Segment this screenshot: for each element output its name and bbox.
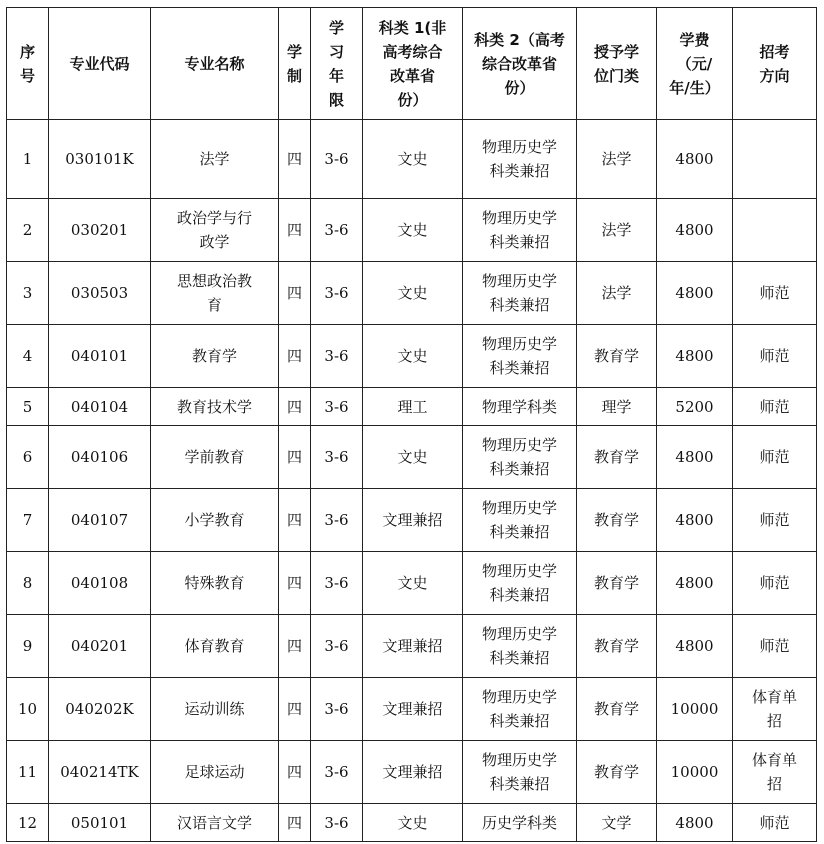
header-category-1-line: 份） (397, 90, 428, 109)
cell-name (151, 199, 279, 262)
cell-name-line: 足球运动 (184, 763, 245, 781)
cell-degree: 理学 (577, 388, 657, 426)
cell-code: 050101 (49, 804, 151, 842)
cell-fee: 4800 (657, 120, 733, 199)
cell-degree: 教育学 (577, 426, 657, 489)
cell-name (151, 489, 279, 552)
header-duration-line: 学 (328, 18, 344, 37)
header-category-1-line: 科类 1(非 (378, 18, 447, 37)
table-row (7, 615, 817, 678)
cell-name-line: 体育教育 (184, 637, 245, 655)
header-name-line: 专业名称 (184, 54, 245, 73)
cell-no: 9 (7, 615, 49, 678)
header-category-2-line: 综合改革省 (481, 54, 557, 73)
cell-no: 1 (7, 120, 49, 199)
cell-system: 四 (279, 804, 311, 842)
cell-direction (733, 741, 817, 804)
cell-degree: 文学 (577, 804, 657, 842)
cell-category-2-line: 科类兼招 (489, 523, 550, 541)
cell-duration: 3-6 (311, 325, 363, 388)
cell-system: 四 (279, 678, 311, 741)
cell-duration: 3-6 (311, 426, 363, 489)
cell-category-2 (463, 489, 577, 552)
header-system-line: 制 (286, 66, 302, 85)
cell-fee: 10000 (657, 678, 733, 741)
header-no (7, 8, 49, 120)
cell-direction (733, 678, 817, 741)
cell-no: 6 (7, 426, 49, 489)
cell-direction (733, 804, 817, 842)
table-row (7, 262, 817, 325)
table-body (7, 120, 817, 842)
cell-fee: 4800 (657, 552, 733, 615)
cell-code: 040101 (49, 325, 151, 388)
table-row (7, 804, 817, 842)
cell-duration: 3-6 (311, 120, 363, 199)
cell-name (151, 325, 279, 388)
cell-name (151, 804, 279, 842)
header-name (151, 8, 279, 120)
cell-direction-line: 体育单 (751, 751, 797, 769)
cell-system: 四 (279, 426, 311, 489)
cell-category-1: 文理兼招 (363, 489, 463, 552)
table-row (7, 388, 817, 426)
cell-degree: 法学 (577, 120, 657, 199)
header-degree-line: 位门类 (593, 66, 639, 85)
cell-category-2-line: 科类兼招 (489, 359, 550, 377)
cell-category-2 (463, 678, 577, 741)
cell-no: 4 (7, 325, 49, 388)
cell-category-1: 文史 (363, 325, 463, 388)
header-code (49, 8, 151, 120)
cell-direction (733, 615, 817, 678)
cell-direction (733, 199, 817, 262)
cell-code: 030503 (49, 262, 151, 325)
cell-name-line: 教育学 (191, 347, 237, 365)
header-no-line: 号 (19, 66, 35, 85)
header-category-2-line: 科类 2（高考 (474, 30, 565, 49)
cell-direction-line: 师范 (759, 574, 790, 592)
cell-category-2-line: 科类兼招 (489, 233, 550, 251)
cell-name (151, 741, 279, 804)
cell-no: 3 (7, 262, 49, 325)
cell-code: 040201 (49, 615, 151, 678)
header-direction (733, 8, 817, 120)
header-fee-line: （元/ (676, 54, 713, 73)
table-header-row (7, 8, 817, 120)
cell-direction-line: 师范 (759, 511, 790, 529)
cell-direction-line: 师范 (759, 397, 790, 416)
cell-category-2 (463, 262, 577, 325)
cell-duration: 3-6 (311, 199, 363, 262)
cell-category-1: 文理兼招 (363, 678, 463, 741)
cell-category-2 (463, 426, 577, 489)
cell-duration: 3-6 (311, 615, 363, 678)
cell-category-1: 文理兼招 (363, 741, 463, 804)
cell-category-2-line: 科类兼招 (489, 296, 550, 314)
cell-no: 11 (7, 741, 49, 804)
header-system (279, 8, 311, 120)
cell-category-2 (463, 552, 577, 615)
cell-direction-line: 师范 (759, 637, 790, 655)
cell-system: 四 (279, 325, 311, 388)
cell-system: 四 (279, 552, 311, 615)
cell-category-2-line: 物理历史学 (481, 751, 557, 769)
cell-category-2 (463, 388, 577, 426)
cell-category-2 (463, 615, 577, 678)
header-no-line: 序 (19, 42, 35, 61)
cell-name-line: 汉语言文学 (176, 813, 252, 832)
cell-degree: 教育学 (577, 678, 657, 741)
cell-name-line: 政学 (199, 233, 230, 251)
cell-duration: 3-6 (311, 388, 363, 426)
cell-system: 四 (279, 615, 311, 678)
cell-code: 040202K (49, 678, 151, 741)
cell-name (151, 262, 279, 325)
cell-category-1: 理工 (363, 388, 463, 426)
cell-category-2 (463, 325, 577, 388)
header-category-1-line: 改革省 (389, 66, 435, 85)
cell-category-1: 文史 (363, 552, 463, 615)
cell-name-line: 运动训练 (184, 700, 245, 718)
header-duration (311, 8, 363, 120)
cell-category-2-line: 科类兼招 (489, 712, 550, 730)
cell-fee: 4800 (657, 199, 733, 262)
cell-system: 四 (279, 388, 311, 426)
header-duration-line: 限 (328, 90, 344, 109)
cell-degree: 法学 (577, 262, 657, 325)
cell-degree: 教育学 (577, 325, 657, 388)
cell-degree: 教育学 (577, 489, 657, 552)
header-system-line: 学 (286, 42, 302, 61)
cell-fee: 4800 (657, 262, 733, 325)
cell-code: 030201 (49, 199, 151, 262)
header-code-line: 专业代码 (69, 54, 130, 73)
cell-category-2-line: 科类兼招 (489, 649, 550, 667)
table-row (7, 741, 817, 804)
cell-system: 四 (279, 489, 311, 552)
cell-degree: 法学 (577, 199, 657, 262)
cell-category-2-line: 物理历史学 (481, 335, 557, 353)
cell-direction-line: 师范 (759, 347, 790, 365)
cell-category-2-line: 物理历史学 (481, 138, 557, 156)
cell-category-1: 文史 (363, 262, 463, 325)
cell-category-2-line: 物理历史学 (481, 562, 557, 580)
cell-code: 040214TK (49, 741, 151, 804)
cell-duration: 3-6 (311, 552, 363, 615)
cell-category-2-line: 科类兼招 (489, 775, 550, 793)
cell-fee: 4800 (657, 804, 733, 842)
cell-name (151, 388, 279, 426)
header-degree (577, 8, 657, 120)
cell-direction (733, 262, 817, 325)
cell-degree: 教育学 (577, 615, 657, 678)
cell-fee: 10000 (657, 741, 733, 804)
cell-direction (733, 426, 817, 489)
cell-duration: 3-6 (311, 741, 363, 804)
cell-name-line: 思想政治教 (176, 272, 252, 290)
header-duration-line: 习 (328, 42, 344, 61)
cell-code: 040106 (49, 426, 151, 489)
cell-category-2-line: 物理历史学 (481, 688, 557, 706)
cell-code: 030101K (49, 120, 151, 199)
cell-category-2-line: 科类兼招 (489, 586, 550, 604)
cell-system: 四 (279, 262, 311, 325)
cell-name-line: 教育技术学 (176, 397, 252, 416)
cell-category-2 (463, 199, 577, 262)
header-category-2 (463, 8, 577, 120)
cell-direction-line: 师范 (759, 448, 790, 466)
cell-duration: 3-6 (311, 678, 363, 741)
cell-fee: 5200 (657, 388, 733, 426)
cell-direction (733, 552, 817, 615)
cell-direction-line: 招 (766, 775, 782, 793)
cell-direction-line: 师范 (759, 284, 790, 302)
header-fee-line: 学费 (679, 30, 710, 49)
cell-no: 12 (7, 804, 49, 842)
cell-category-1: 文史 (363, 120, 463, 199)
cell-category-2 (463, 804, 577, 842)
table-row (7, 199, 817, 262)
table-row (7, 678, 817, 741)
cell-name (151, 552, 279, 615)
cell-system: 四 (279, 199, 311, 262)
cell-category-2 (463, 120, 577, 199)
cell-category-2 (463, 741, 577, 804)
cell-category-1: 文理兼招 (363, 615, 463, 678)
cell-no: 8 (7, 552, 49, 615)
header-fee-line: 年/生） (669, 78, 720, 97)
cell-name (151, 678, 279, 741)
cell-category-1: 文史 (363, 426, 463, 489)
cell-direction (733, 325, 817, 388)
cell-fee: 4800 (657, 489, 733, 552)
cell-direction-line: 招 (766, 712, 782, 730)
header-duration-line: 年 (328, 66, 344, 85)
header-category-1-line: 高考综合 (382, 42, 443, 61)
cell-direction (733, 489, 817, 552)
cell-no: 7 (7, 489, 49, 552)
cell-name (151, 120, 279, 199)
cell-category-2-line: 科类兼招 (489, 460, 550, 478)
cell-category-2-line: 科类兼招 (489, 162, 550, 180)
cell-system: 四 (279, 741, 311, 804)
header-fee (657, 8, 733, 120)
cell-direction (733, 388, 817, 426)
cell-fee: 4800 (657, 325, 733, 388)
cell-direction-line: 体育单 (751, 688, 797, 706)
cell-name-line: 小学教育 (184, 511, 245, 529)
cell-no: 5 (7, 388, 49, 426)
cell-name (151, 426, 279, 489)
table-row (7, 325, 817, 388)
cell-category-2-line: 物理历史学 (481, 625, 557, 643)
cell-fee: 4800 (657, 426, 733, 489)
cell-name-line: 学前教育 (184, 448, 245, 466)
cell-degree: 教育学 (577, 741, 657, 804)
majors-table (6, 7, 817, 842)
cell-category-2-line: 物理历史学 (481, 499, 557, 517)
cell-fee: 4800 (657, 615, 733, 678)
cell-duration: 3-6 (311, 489, 363, 552)
header-category-2-line: 份） (504, 78, 535, 97)
cell-direction-line: 师范 (759, 813, 790, 832)
cell-name-line: 法学 (199, 150, 230, 168)
cell-code: 040104 (49, 388, 151, 426)
cell-category-2-line: 物理历史学 (481, 436, 557, 454)
cell-no: 10 (7, 678, 49, 741)
cell-code: 040108 (49, 552, 151, 615)
cell-system: 四 (279, 120, 311, 199)
cell-name-line: 育 (206, 296, 222, 314)
header-direction-line: 方向 (759, 66, 790, 85)
table-row (7, 552, 817, 615)
cell-no: 2 (7, 199, 49, 262)
cell-duration: 3-6 (311, 804, 363, 842)
cell-category-2-line: 物理学科类 (481, 397, 557, 416)
cell-name-line: 特殊教育 (184, 574, 245, 592)
header-degree-line: 授予学 (593, 42, 639, 61)
cell-name-line: 政治学与行 (176, 209, 252, 227)
header-direction-line: 招考 (759, 42, 790, 61)
cell-degree: 教育学 (577, 552, 657, 615)
cell-category-2-line: 物理历史学 (481, 209, 557, 227)
header-category-1 (363, 8, 463, 120)
cell-code: 040107 (49, 489, 151, 552)
cell-category-1: 文史 (363, 199, 463, 262)
cell-direction (733, 120, 817, 199)
table-row (7, 426, 817, 489)
table-row (7, 489, 817, 552)
cell-category-2-line: 历史学科类 (481, 813, 557, 832)
cell-name (151, 615, 279, 678)
table-row (7, 120, 817, 199)
cell-duration: 3-6 (311, 262, 363, 325)
cell-category-1: 文史 (363, 804, 463, 842)
cell-category-2-line: 物理历史学 (481, 272, 557, 290)
